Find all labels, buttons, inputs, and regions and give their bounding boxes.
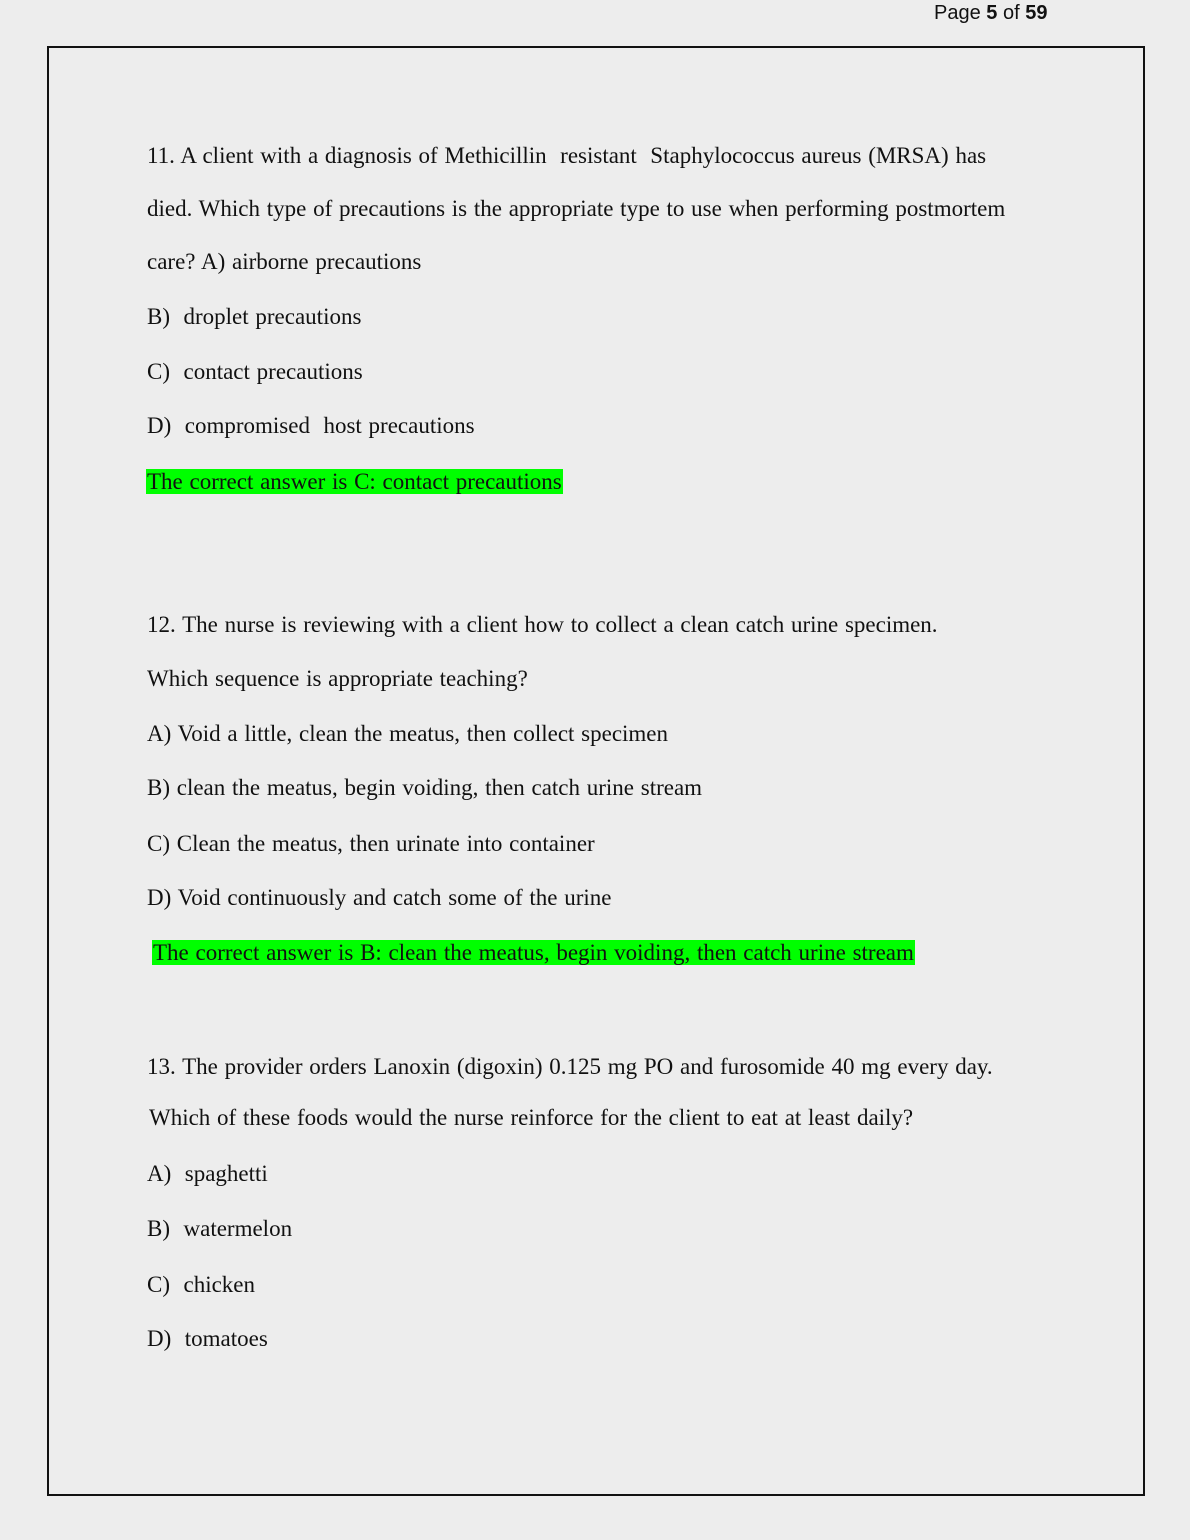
question-13-line-1: 13. The provider orders Lanoxin (digoxin) 0.125 mg PO and furosomide 40 mg every day.: [147, 1054, 993, 1079]
page-total: 59: [1025, 2, 1048, 24]
question-11-line-2: died. Which type of precautions is the appropriate type to use when performing postmortem: [147, 196, 1006, 221]
question-13-option-b: B) watermelon: [147, 1216, 293, 1241]
question-12-option-a: A) Void a little, clean the meatus, then collect specimen: [147, 721, 669, 746]
question-11-option-d: D) compromised host precautions: [147, 413, 475, 438]
question-11-line-3: care? A) airborne precautions: [147, 249, 422, 274]
question-11-line-1: 11. A client with a diagnosis of Methicillin resistant Staphylococcus aureus (MRSA) has: [147, 143, 987, 168]
page-current: 5: [986, 2, 998, 24]
page-of: of: [1002, 2, 1020, 24]
answer-highlight: The correct answer is C: contact precautions: [147, 469, 562, 494]
question-11-option-b: B) droplet precautions: [147, 304, 362, 329]
question-12-line-1: 12. The nurse is reviewing with a client how to collect a clean catch urine specimen.: [147, 612, 938, 637]
page-label: Page: [934, 2, 981, 24]
question-12-line-2: Which sequence is appropriate teaching?: [147, 666, 528, 691]
question-11-option-c: C) contact precautions: [147, 359, 363, 384]
question-12-answer: [152, 938, 915, 968]
question-12-option-d: D) Void continuously and catch some of the urine: [147, 885, 612, 910]
question-13-line-2: Which of these foods would the nurse reinforce for the client to eat at least daily?: [149, 1105, 914, 1130]
question-11-answer: [146, 467, 563, 497]
answer-highlight: The correct answer is B: clean the meatus, begin voiding, then catch urine stream: [153, 940, 914, 965]
question-13-option-a: A) spaghetti: [147, 1161, 268, 1186]
page-number: [934, 0, 1047, 26]
question-13-option-d: D) tomatoes: [147, 1326, 268, 1351]
question-12-option-c: C) Clean the meatus, then urinate into container: [147, 831, 595, 856]
question-12-option-b: B) clean the meatus, begin voiding, then catch urine stream: [147, 775, 703, 800]
question-13-option-c: C) chicken: [147, 1272, 256, 1297]
